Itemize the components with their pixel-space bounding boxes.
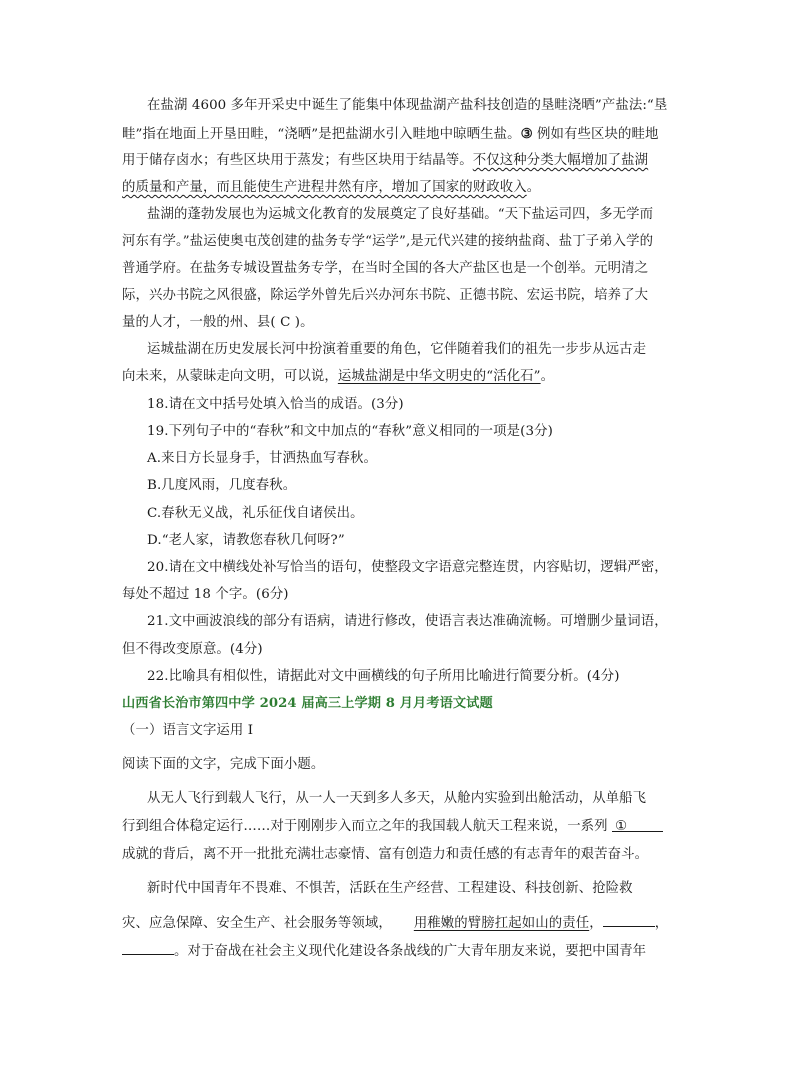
text: 18.请在文中括号处填入恰当的成语。(3分): [147, 397, 404, 412]
passage1-p1-line4: [122, 179, 540, 197]
text: 盐湖的蓬勃发展也为运城文化教育的发展奠定了良好基础。“天下盐运司四，多无学而: [147, 207, 654, 222]
text: 运城盐湖在历史发展长河中扮演着重要的角色，它伴随着我们的祖先一步步从远古走: [147, 342, 647, 357]
text: 但不得改变原意。(4分): [122, 642, 263, 657]
text: 际，兴办书院之风很盛，除运学外曾先后兴办河东书院、正德书院、宏运书院，培养了大: [122, 288, 649, 303]
passage1-p1-line1: [147, 97, 667, 115]
passage2-p1-line3: [122, 846, 648, 864]
passage1-p2-line5: [122, 314, 314, 332]
blank-3[interactable]: [122, 941, 174, 955]
text: 行到组合体稳定运行……对于刚刚步入而立之年的我国载人航天工程来说，一系列: [122, 819, 608, 834]
wavy-underlined-sentence: 不仅这种分类大幅增加了盐湖: [472, 153, 649, 168]
wavy-underlined-sentence-cont: 的质量和产量，而且能使生产进程井然有序，增加了国家的财政收入: [122, 180, 527, 195]
text: 向未来，从蒙昧走向文明，可以说，: [122, 369, 338, 384]
circled-number-3: ③: [520, 126, 533, 142]
option-c: [147, 505, 364, 523]
exam-title: [122, 695, 493, 713]
text: 量的人才，一般的州、县( C )。: [122, 315, 314, 330]
text: 河东有学。”盐运使奥屯茂创建的盐务专学“运学”,是元代兴建的接纳盐商、盐丁子弟入学的: [122, 234, 654, 249]
option-d: [147, 532, 345, 550]
question-18: [147, 396, 404, 414]
question-20-line2: [122, 586, 289, 604]
text: A.来日方长显身手，甘洒热血写春秋。: [147, 451, 377, 466]
section-heading: [122, 722, 253, 740]
blank-1[interactable]: ①: [612, 818, 663, 832]
text: 畦”指在地面上开垦田畦，“浇晒”是把盐湖水引入畦地中晾晒生盐。: [122, 127, 521, 142]
text: 。: [526, 180, 541, 195]
text: 从无人飞行到载人飞行，从一人一天到多人多天，从舱内实验到出舱活动，从单船飞: [147, 791, 647, 806]
question-20-line1: [147, 559, 668, 577]
text: 灾、应急保障、安全生产、社会服务等领域，: [122, 916, 392, 931]
text: 新时代中国青年不畏难、不惧苦，活跃在生产经营、工程建设、科技创新、抢险救: [147, 881, 633, 896]
text: 阅读下面的文字，完成下面小题。: [122, 757, 325, 772]
text: 20.请在文中横线处补写恰当的语句，使整段文字语意完整连贯，内容贴切，逻辑严密，: [147, 560, 668, 575]
text: 每处不超过 18 个字。(6分): [122, 587, 289, 602]
text: （一）语言文字运用 I: [122, 723, 254, 738]
text: 用于储存卤水；有些区块用于蒸发；有些区块用于结晶等。: [122, 153, 473, 168]
question-21-line1: [147, 613, 668, 631]
passage2-p2-line1: [147, 880, 633, 898]
passage2-p1-line1: [147, 790, 646, 808]
passage1-p3-line1: [147, 341, 646, 359]
passage2-p2-line2: [122, 913, 668, 933]
question-22: [147, 668, 620, 686]
text: ，: [589, 916, 603, 931]
underlined-metaphor-sentence: 运城盐湖是中华文明史的“活化石”: [337, 369, 541, 384]
text: ，: [654, 916, 669, 931]
text: 。: [540, 369, 555, 384]
text: 22.比喻具有相似性，请据此对文中画横线的句子所用比喻进行简要分析。(4分): [147, 669, 620, 684]
instruction: [122, 756, 324, 774]
question-19: [147, 423, 553, 441]
passage1-p2-line2: [122, 233, 653, 251]
passage1-p2-line4: [122, 287, 648, 305]
text: 例如有些区块的畦地: [532, 127, 659, 142]
underlined-sentence: 用稚嫩的臂膀扛起如山的责任: [413, 916, 590, 931]
text: 在盐湖 4600 多年开采史中诞生了能集中体现盐湖产盐科技创造的垦畦浇晒”产盐法:“垦: [147, 98, 668, 113]
passage1-p1-line3: [122, 152, 648, 170]
text: B.几度风雨，几度春秋。: [147, 478, 297, 493]
passage1-p3-line2: [122, 368, 554, 386]
option-a: [147, 450, 377, 468]
text: 成就的背后，离不开一批批充满壮志豪情、富有创造力和责任感的有志青年的艰苦奋斗。: [122, 847, 649, 862]
passage2-p1-line2: [122, 818, 663, 836]
text: C.春秋无义战，礼乐征伐自诸侯出。: [147, 506, 364, 521]
passage1-p2-line1: [147, 206, 653, 224]
blank-2[interactable]: [603, 913, 655, 927]
text: 。对于奋战在社会主义现代化建设各条战线的广大青年朋友来说，要把中国青年: [174, 944, 647, 959]
text: 山西省长治市第四中学 2024 届高三上学期 8 月月考语文试题: [122, 696, 493, 711]
text: 21.文中画波浪线的部分有语病，请进行修改，使语言表达准确流畅。可增删少量词语，: [147, 614, 668, 629]
text: 19.下列句子中的“春秋”和文中加点的“春秋”意义相同的一项是(3分): [147, 424, 553, 439]
text: 普通学府。在盐务专城设置盐务专学，在当时全国的各大产盐区也是一个创举。元明清之: [122, 261, 649, 276]
passage2-p2-line3: [122, 941, 646, 961]
question-21-line2: [122, 641, 263, 659]
passage1-p2-line3: [122, 260, 648, 278]
option-b: [147, 477, 296, 495]
text: D.“老人家，请教您春秋几何呀?”: [147, 533, 345, 548]
passage1-p1-line2: [122, 125, 658, 144]
